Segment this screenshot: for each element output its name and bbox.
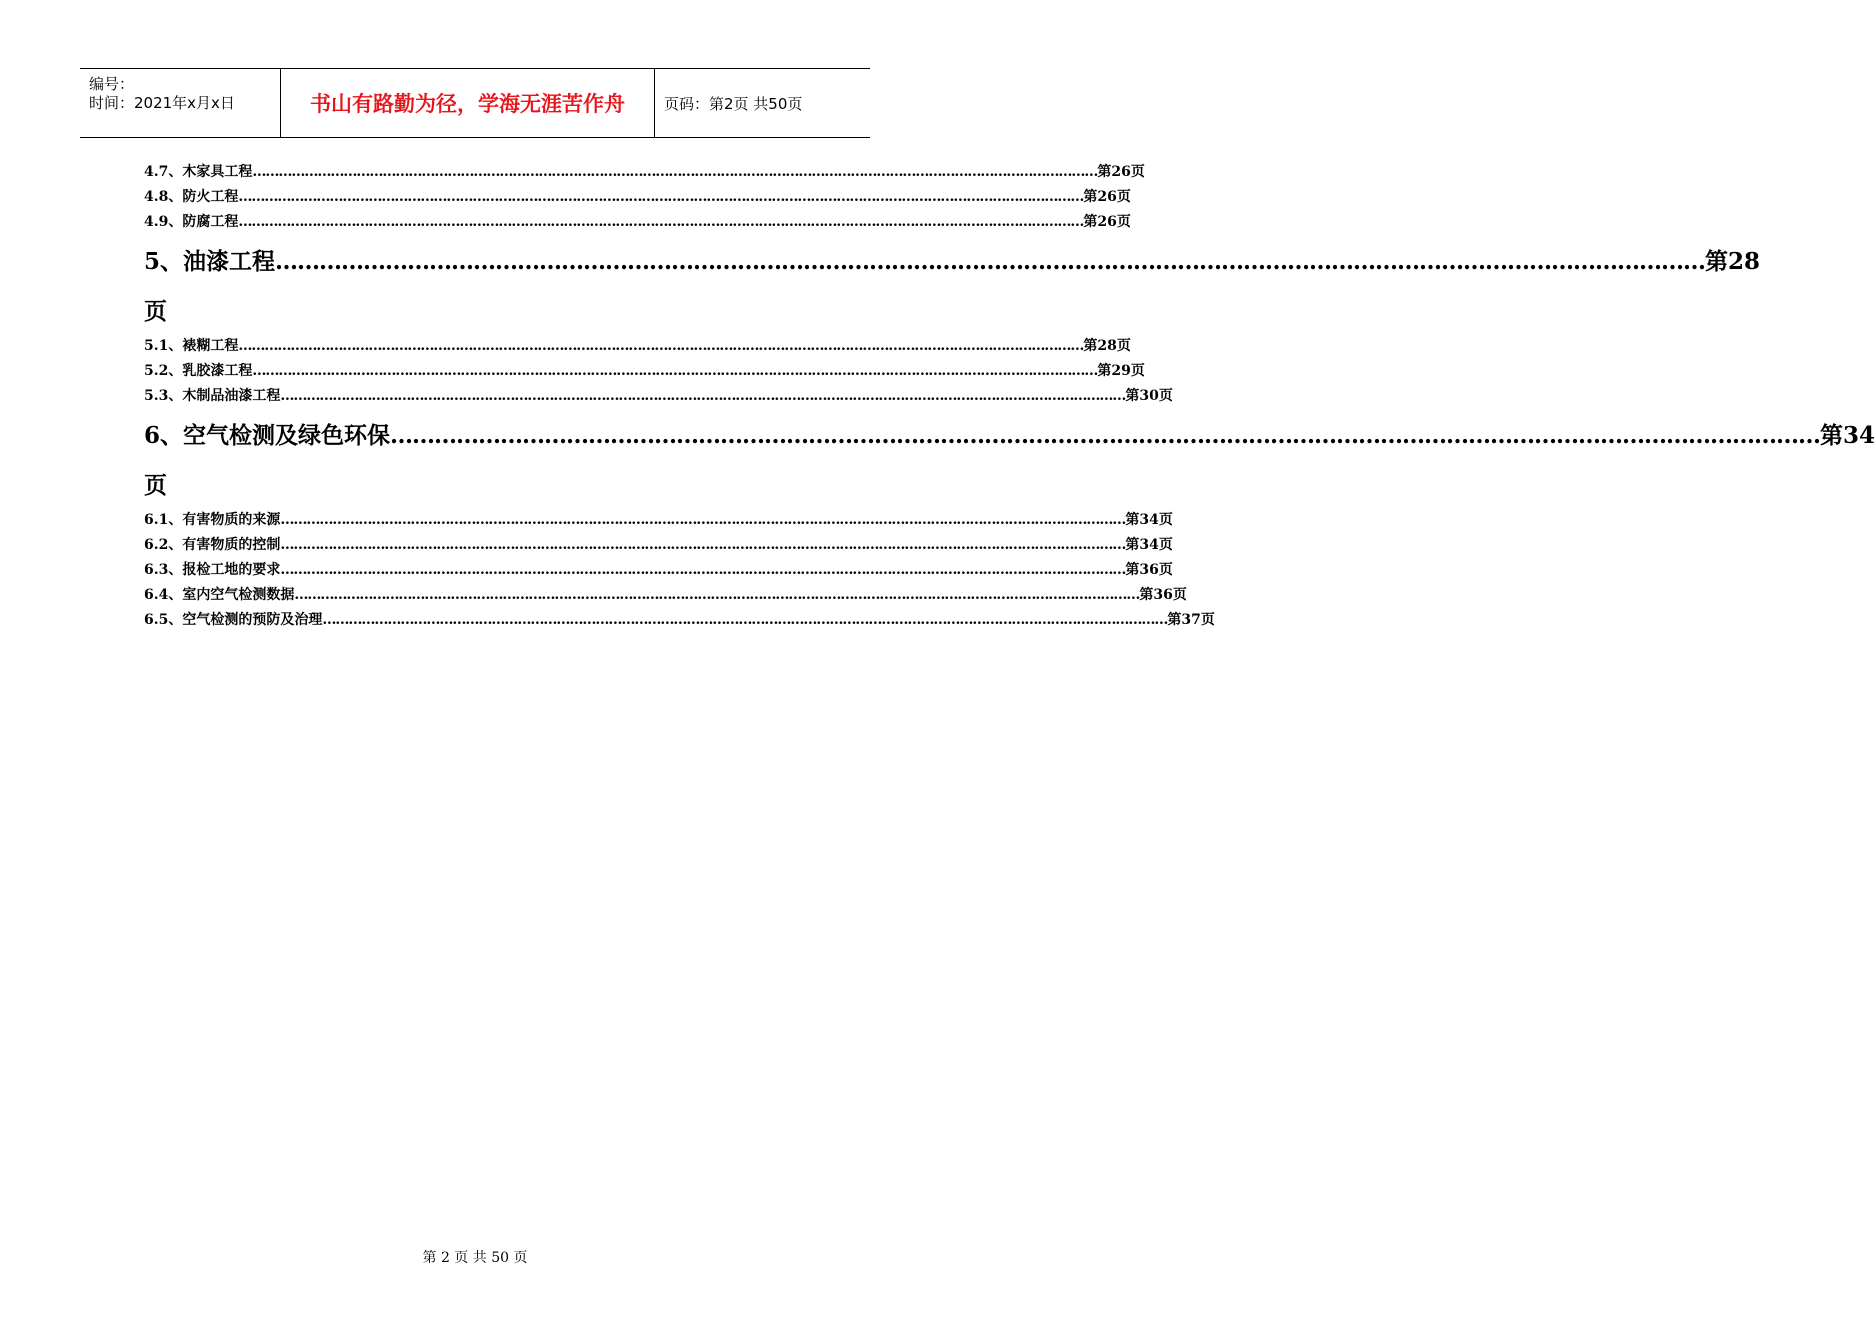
toc-entry-label: 4.7、木家具工程 [144, 164, 253, 180]
header-motto-cell [281, 69, 655, 137]
toc-entry-label: 6.2、有害物质的控制 [144, 537, 281, 553]
toc-dot-leader: …………………………………………………………………………………………………………………………………………………………………………… [252, 363, 1098, 379]
header-page-cell [655, 69, 870, 137]
toc-dot-leader: …………………………………………………………………………………………………………………………………………………………………………… [280, 537, 1126, 553]
toc-entry-label: 5.2、乳胶漆工程 [144, 363, 253, 379]
page-info: 页码：第2页 共50页 [664, 94, 803, 113]
toc-entry-6-3[interactable] [144, 559, 1173, 581]
toc-entry-6-5[interactable] [144, 609, 1215, 631]
toc-page-number: 第28页 [1083, 338, 1131, 354]
toc-page-number: 第30页 [1125, 388, 1173, 404]
toc-page-number: 第34页 [1125, 512, 1173, 528]
toc-dot-leader: …………………………………………………………………………………………………………………………………………………………………………… [280, 562, 1126, 578]
document-number-label: 编号： [89, 75, 135, 93]
toc-dot-leader: …………………………………………………………………………………………………………………………………………………………………………… [252, 164, 1098, 180]
toc-entry-label: 4.8、防火工程 [144, 189, 239, 205]
toc-dot-leader: …………………………………………………………………………………………………………………………………………………………………………… [322, 612, 1168, 628]
toc-dot-leader: …………………………………………………………………………………………………………………………………………………………………………… [238, 214, 1084, 230]
toc-entry-label: 6.1、有害物质的来源 [144, 512, 281, 528]
toc-entry-6-4[interactable] [144, 584, 1187, 606]
toc-dot-leader: …………………………………………………………………………………………………………………………………………………………………………… [275, 248, 1706, 275]
toc-page-number: 第34页 [1125, 537, 1173, 553]
toc-entry-label: 5.1、裱糊工程 [144, 338, 239, 354]
toc-page-number: 第26页 [1083, 189, 1131, 205]
toc-entry-6-2[interactable] [144, 534, 1173, 556]
toc-page-number: 第36页 [1125, 562, 1173, 578]
toc-dot-leader: …………………………………………………………………………………………………………………………………………………………………………… [280, 388, 1126, 404]
toc-entry-label: 6.5、空气检测的预防及治理 [144, 612, 323, 628]
page-header [80, 68, 870, 138]
toc-dot-leader: …………………………………………………………………………………………………………………………………………………………………………… [238, 338, 1084, 354]
toc-dot-leader: …………………………………………………………………………………………………………………………………………………………………………… [238, 189, 1084, 205]
toc-page-number: 第26页 [1097, 164, 1145, 180]
toc-entry-5[interactable] [144, 243, 1761, 275]
toc-entry-5-3[interactable] [144, 385, 1173, 407]
toc-chapter-label: 5、油漆工程 [144, 248, 276, 275]
toc-page-number: 第36页 [1139, 587, 1187, 603]
toc-dot-leader: …………………………………………………………………………………………………………………………………………………………………………… [280, 512, 1126, 528]
toc-page-number: 第37页 [1167, 612, 1215, 628]
toc-entry-label: 4.9、防腐工程 [144, 214, 239, 230]
toc-page-word-wrap: 页 [144, 298, 167, 325]
header-meta-cell [80, 69, 281, 137]
toc-page-number: 第29页 [1097, 363, 1145, 379]
document-time-label: 时间：2021年x月x日 [89, 94, 235, 112]
toc-entry-label: 6.3、报检工地的要求 [144, 562, 281, 578]
motto-text: 书山有路勤为径，学海无涯苦作舟 [310, 92, 625, 116]
toc-dot-leader: …………………………………………………………………………………………………………………………………………………………………………… [390, 422, 1821, 449]
toc-entry-5-1[interactable] [144, 335, 1131, 357]
toc-page-number: 第34 [1820, 422, 1875, 449]
toc-chapter-label: 6、空气检测及绿色环保 [144, 422, 391, 449]
toc-entry-label: 5.3、木制品油漆工程 [144, 388, 281, 404]
toc-dot-leader: …………………………………………………………………………………………………………………………………………………………………………… [294, 587, 1140, 603]
toc-entry-6[interactable] [144, 417, 1875, 449]
page-footer: 第 2 页 共 50 页 [422, 1250, 528, 1266]
toc-page-number: 第28 [1705, 248, 1761, 275]
toc-entry-6-1[interactable] [144, 509, 1173, 531]
toc-entry-5-2[interactable] [144, 360, 1145, 382]
toc-page-word-wrap: 页 [144, 472, 167, 499]
toc-entry-4-7[interactable] [144, 161, 1145, 183]
toc-entry-4-8[interactable] [144, 186, 1131, 208]
toc-entry-4-9[interactable] [144, 211, 1131, 233]
toc-page-number: 第26页 [1083, 214, 1131, 230]
toc-entry-label: 6.4、室内空气检测数据 [144, 587, 295, 603]
